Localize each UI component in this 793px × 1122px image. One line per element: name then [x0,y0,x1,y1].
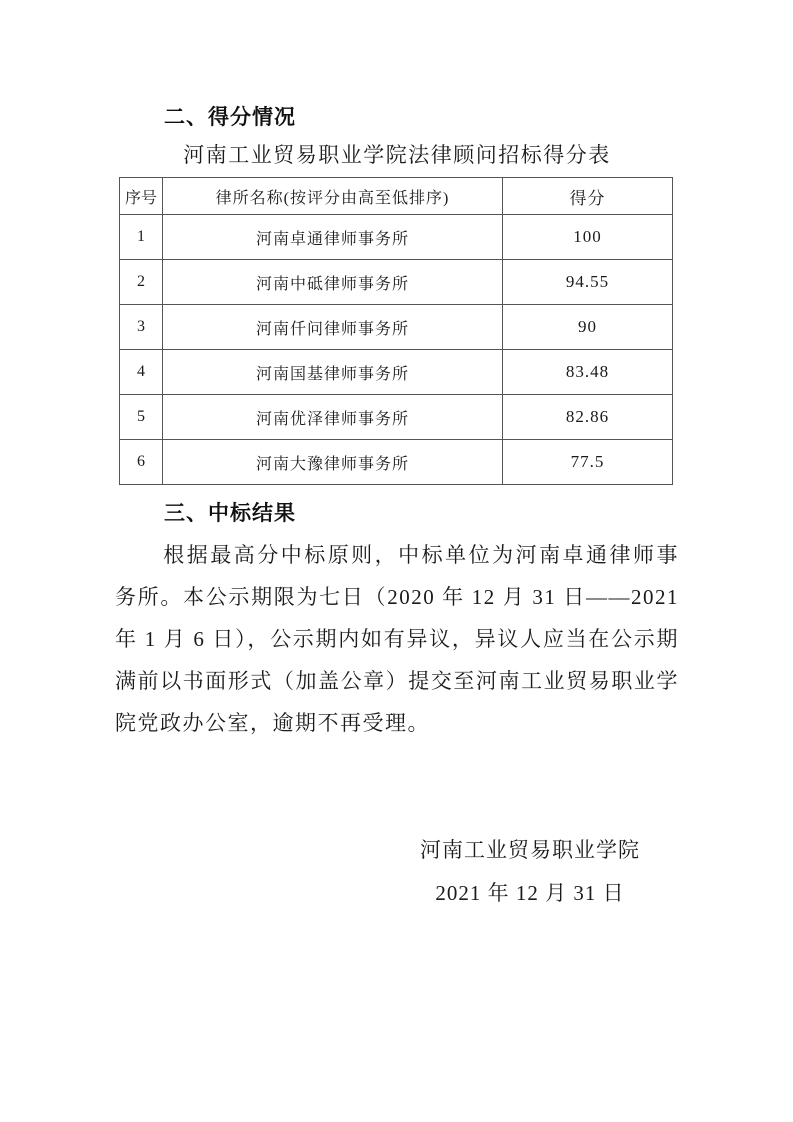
column-header-firm: 律所名称(按评分由高至低排序) [163,178,503,215]
cell-firm: 河南卓通律师事务所 [163,215,503,260]
cell-firm: 河南国基律师事务所 [163,350,503,395]
cell-score: 100 [503,215,673,260]
cell-index: 2 [120,260,163,305]
table-header-row [120,178,673,215]
table-title: 河南工业贸易职业学院法律顾问招标得分表 [183,143,611,167]
section-heading-result: 三、中标结果 [164,502,296,525]
table-row [120,305,673,350]
table-row [120,350,673,395]
cell-firm: 河南仟问律师事务所 [163,305,503,350]
table-row [120,395,673,440]
table-row [120,215,673,260]
cell-index: 1 [120,215,163,260]
cell-score: 82.86 [503,395,673,440]
cell-firm: 河南中砥律师事务所 [163,260,503,305]
section-heading-score: 二、得分情况 [164,106,296,129]
column-header-score: 得分 [503,178,673,215]
signature-block [380,829,680,915]
score-table [119,177,673,485]
cell-firm: 河南大豫律师事务所 [163,440,503,485]
result-paragraph: 根据最高分中标原则，中标单位为河南卓通律师事务所。本公示期限为七日（2020 年 12 月 31 日——2021 年 1 月 6 日），公示期内如有异议，异议人应当在公示期满前以书面形式（加盖公章）提交至河南工业贸易职业学院党政办公室，逾期不再受理。 [115,543,679,735]
table-row [120,440,673,485]
cell-index: 5 [120,395,163,440]
cell-index: 6 [120,440,163,485]
cell-index: 4 [120,350,163,395]
signature-date: 2021 年 12 月 31 日 [435,881,625,905]
table-row [120,260,673,305]
cell-firm: 河南优泽律师事务所 [163,395,503,440]
cell-score: 94.55 [503,260,673,305]
cell-score: 77.5 [503,440,673,485]
column-header-index: 序号 [120,178,163,215]
signature-organization: 河南工业贸易职业学院 [420,838,640,862]
cell-score: 90 [503,305,673,350]
cell-score: 83.48 [503,350,673,395]
cell-index: 3 [120,305,163,350]
